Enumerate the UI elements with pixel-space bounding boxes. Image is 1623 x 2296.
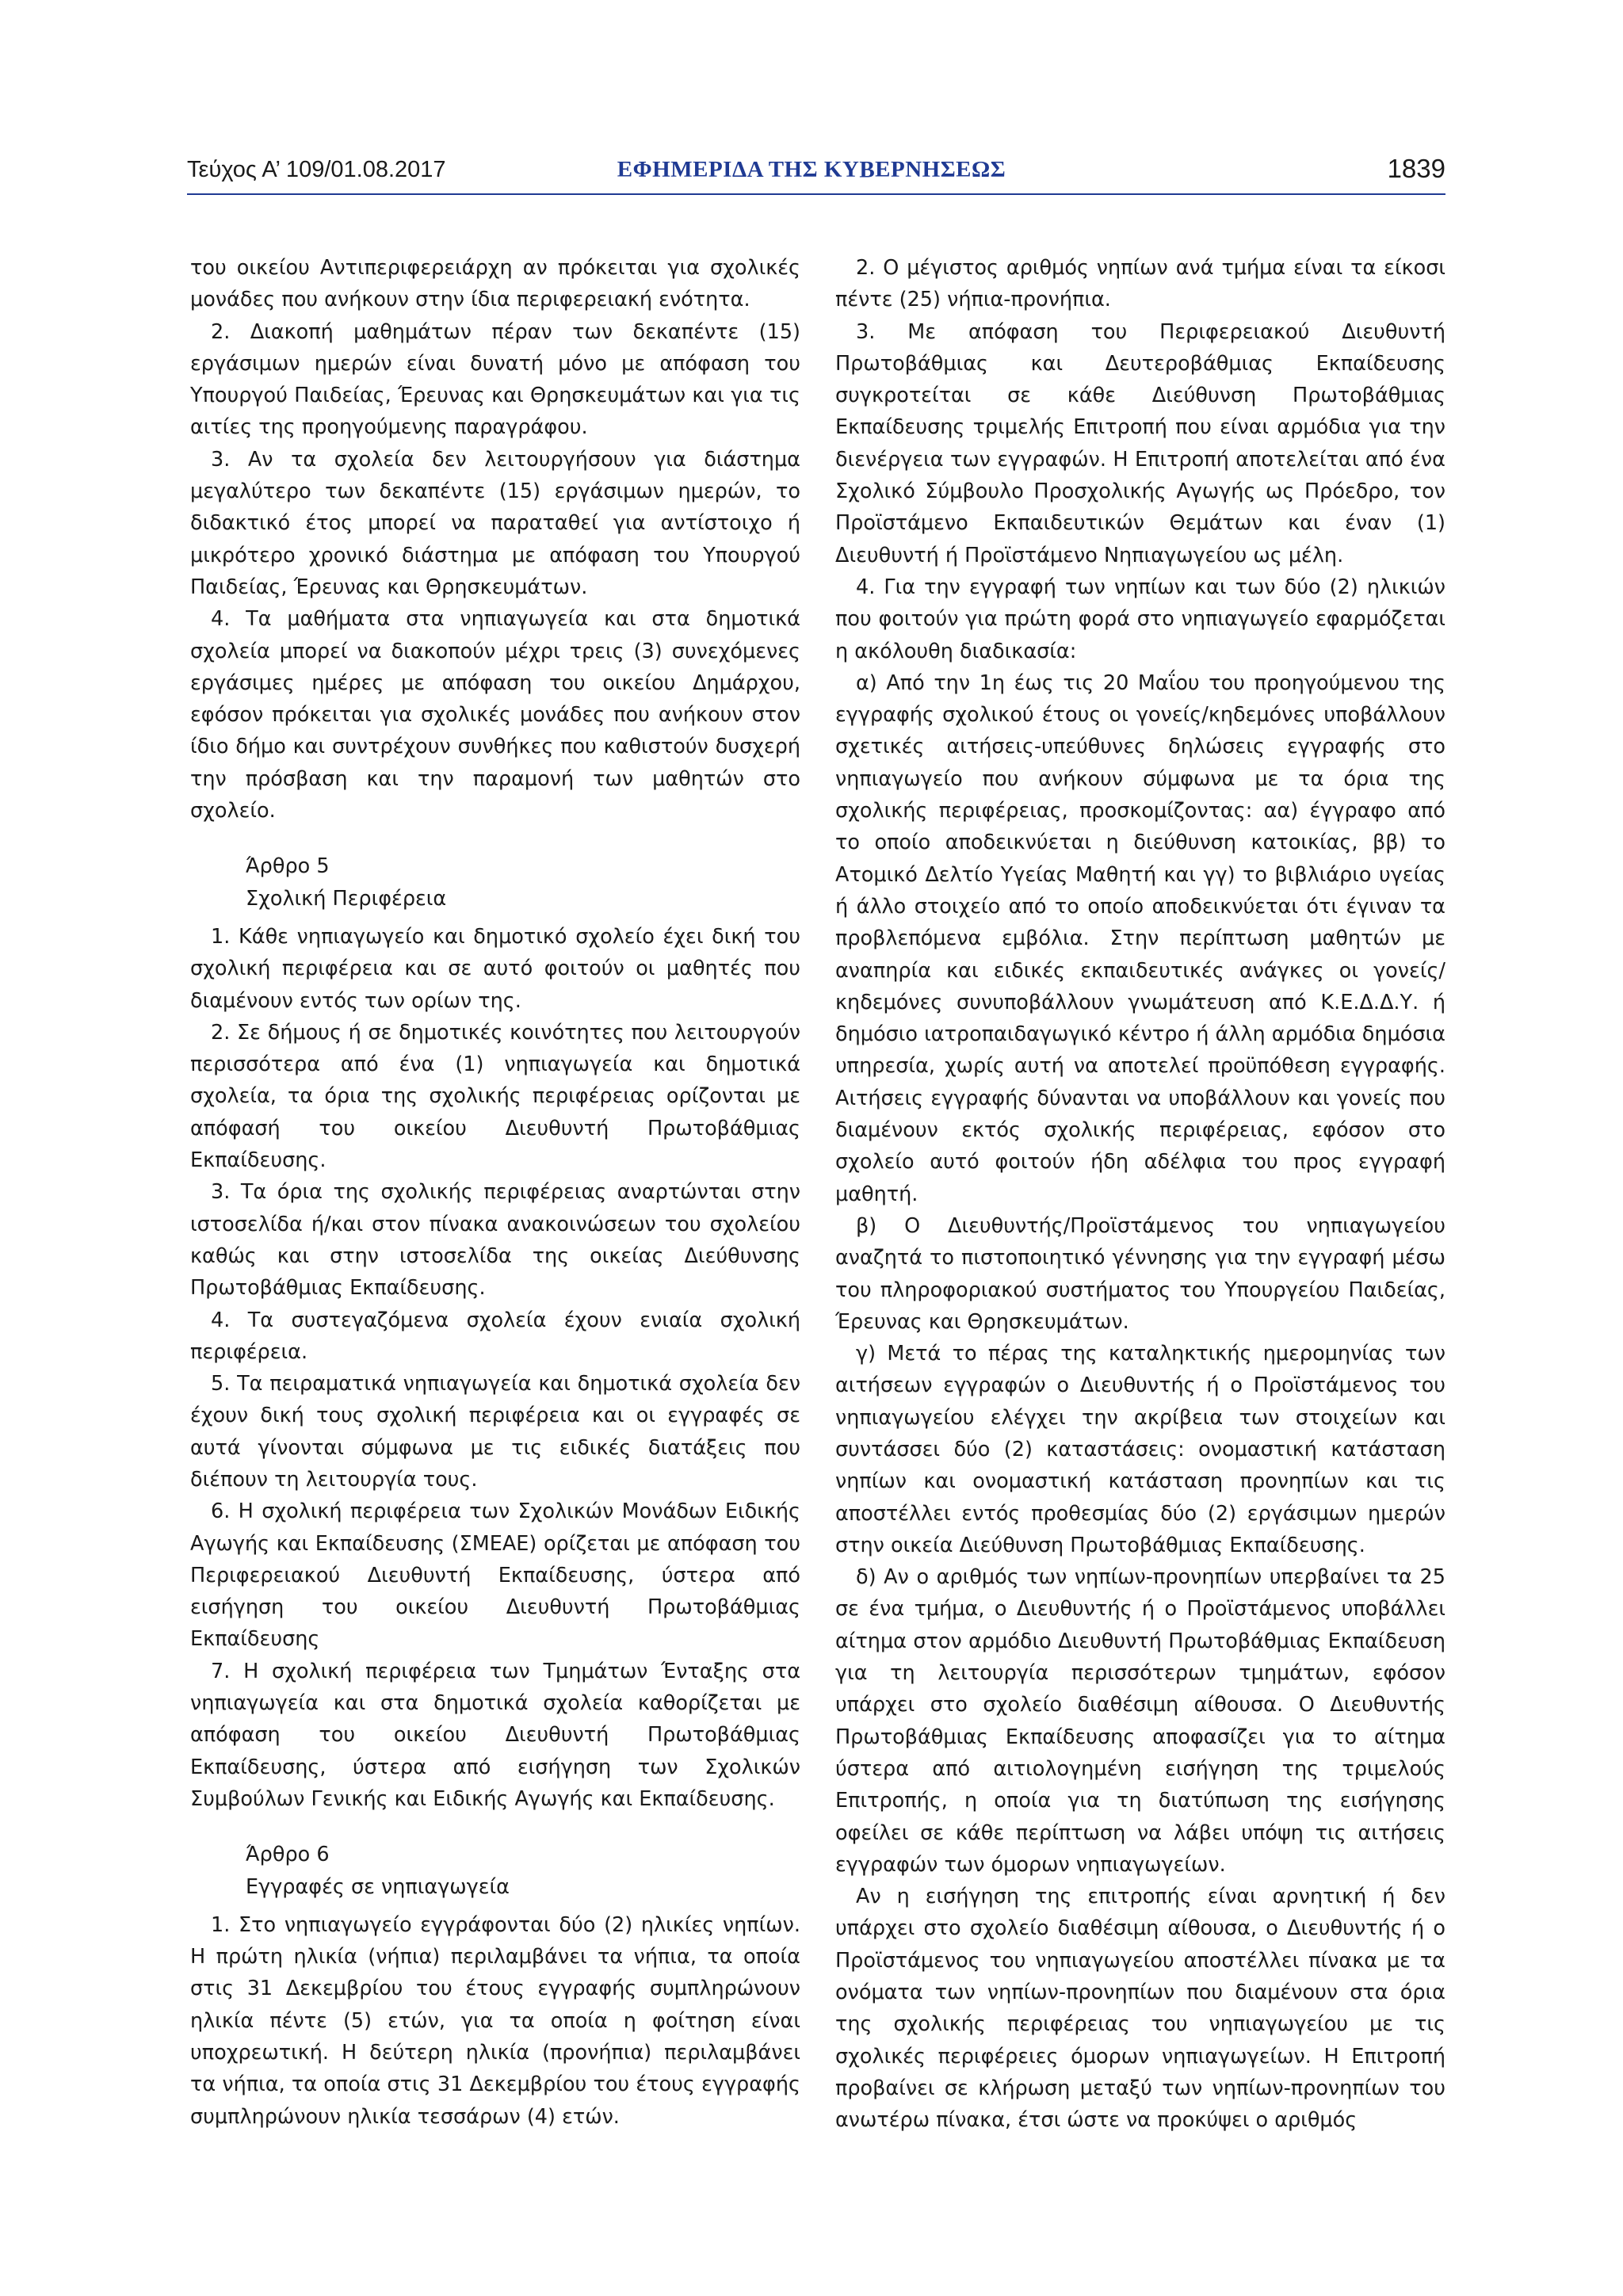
- right-column: [835, 252, 1445, 2137]
- header-rule: [187, 193, 1445, 195]
- article-heading: [190, 850, 800, 915]
- paragraph: 2. Ο μέγιστος αριθμός νηπίων ανά τμήμα είναι τα είκοσι πέντε (25) νήπια-προνήπια.: [835, 256, 1445, 312]
- paragraph: 4. Για την εγγραφή των νηπίων και των δύο (2) ηλικιών που φοιτούν για πρώτη φορά στο νηπιαγωγείο εφαρμόζεται η ακόλουθη διαδικασία:: [835, 575, 1445, 663]
- article-title: Σχολική Περιφέρεια: [246, 886, 447, 911]
- paragraph: 6. Η σχολική περιφέρεια των Σχολικών Μονάδων Ειδικής Αγωγής και Εκπαίδευσης (ΣΜΕΑΕ) ορίζεται με απόφαση του Περιφερειακού Διευθυντή Εκπαίδευσης, ύστερα από εισήγηση του οικείου Διευθυντή Πρωτοβάθμιας Εκπαίδευσης: [190, 1499, 800, 1652]
- paragraph: Αν η εισήγηση της επιτροπής είναι αρνητική ή δεν υπάρχει στο σχολείο διαθέσιμη αίθουσα, ο Διευθυντής ή ο Προϊστάμενος του νηπιαγωγείου αποστέλλει πίνακα με τα ονόματα των νηπίων-προνηπίων που διαμένουν στα όρια της σχολικής περιφέρειας του νηπιαγωγείου με τις σχολικές περιφέρειες όμορων νηπιαγωγείων. Η Επιτροπή προβαίνει σε κλήρωση μεταξύ των νηπίων-προνηπίων του ανωτέρω πίνακα, έτσι ώστε να προκύψει ο αριθμός: [835, 1885, 1445, 2133]
- paragraph: 5. Τα πειραματικά νηπιαγωγεία και δημοτικά σχολεία δεν έχουν δική τους σχολική περιφέρεια και οι εγγραφές σε αυτά γίνονται σύμφωνα με τις ειδικές διατάξεις που διέπουν τη λειτουργία τους.: [190, 1372, 800, 1492]
- paragraph: α) Από την 1η έως τις 20 Μαΐου του προηγούμενου της εγγραφής σχολικού έτους οι γονείς/κηδεμόνες υποβάλλουν σχετικές αιτήσεις-υπεύθυνες δηλώσεις εγγραφής στο νηπιαγωγείο που ανήκουν σύμφωνα με τα όρια της σχολικής περιφέρειας, προσκομίζοντας: αα) έγγραφο από το οποίο αποδεικνύεται η διεύθυνση κατοικίας, ββ) το Ατομικό Δελτίο Υγείας Μαθητή και γγ) το βιβλιάριο υγείας ή άλλο στοιχείο από το οποίο αποδεικνύεται ότι έγιναν τα προβλεπόμενα εμβόλια. Στην περίπτωση μαθητών με αναπηρία και ειδικές εκπαιδευτικές ανάγκες οι γονείς/ κηδεμόνες συνυποβάλλουν γνωμάτευση από Κ.Ε.Δ.Δ.Υ. ή δημόσιο ιατροπαιδαγωγικό κέντρο ή άλλη αρμόδια δημόσια υπηρεσία, χωρίς αυτή να αποτελεί προϋπόθεση εγγραφής. Αιτήσεις εγγραφής δύνανται να υποβάλλουν και γονείς που διαμένουν εκτός σχολικής περιφέρειας, εφόσον στο σχολείο αυτό φοιτούν ήδη αδέλφια του προς εγγραφή μαθητή.: [835, 670, 1445, 1206]
- paragraph: δ) Αν ο αριθμός των νηπίων-προνηπίων υπερβαίνει τα 25 σε ένα τμήμα, ο Διευθυντής ή ο Προϊστάμενος υποβάλλει αίτημα στον αρμόδιο Διευθυντή Πρωτοβάθμιας Εκπαίδευση για τη λειτουργία περισσότερων τμημάτων, εφόσον υπάρχει στο σχολείο διαθέσιμη αίθουσα. Ο Διευθυντής Πρωτοβάθμιας Εκπαίδευσης αποφασίζει για το αίτημα ύστερα από αιτιολογημένη εισήγηση της τριμελούς Επιτροπής, η οποία για τη διατύπωση της εισήγησης οφείλει σε κάθε περίπτωση να λάβει υπόψη τις αιτήσεις εγγραφών των όμορων νηπιαγωγείων.: [835, 1565, 1445, 1877]
- article-title: Εγγραφές σε νηπιαγωγεία: [246, 1874, 510, 1899]
- issue-reference: Τεύχος Α’ 109/01.08.2017: [187, 157, 446, 182]
- article-heading: [190, 1839, 800, 1903]
- paragraph: 1. Κάθε νηπιαγωγείο και δημοτικό σχολείο έχει δική του σχολική περιφέρεια και σε αυτό φοιτούν οι μαθητές που διαμένουν εντός των ορίων της.: [190, 924, 800, 1013]
- paragraph: του οικείου Αντιπεριφερειάρχη αν πρόκειται για σχολικές μονάδες που ανήκουν στην ίδια περιφερειακή ενότητα.: [190, 256, 800, 312]
- paragraph: 7. Η σχολική περιφέρεια των Τμημάτων Ένταξης στα νηπιαγωγεία και στα δημοτικά σχολεία καθορίζεται με απόφαση του οικείου Διευθυντή Πρωτοβάθμιας Εκπαίδευσης, ύστερα από εισήγηση των Σχολικών Συμβούλων Γενικής και Ειδικής Αγωγής και Εκπαίδευσης.: [190, 1659, 800, 1811]
- paragraph: 4. Τα συστεγαζόμενα σχολεία έχουν ενιαία σχολική περιφέρεια.: [190, 1308, 800, 1364]
- page-number: 1839: [1387, 154, 1445, 183]
- gazette-title: ΕΦΗΜΕΡΙΔΑ ΤΗΣ ΚΥΒΕΡΝΗΣΕΩΣ: [617, 157, 1006, 182]
- article-number: Άρθρο 5: [246, 854, 330, 879]
- paragraph: 1. Στο νηπιαγωγείο εγγράφονται δύο (2) ηλικίες νηπίων. Η πρώτη ηλικία (νήπια) περιλαμβάνει τα νήπια, τα οποία στις 31 Δεκεμβρίου του έτους εγγραφής συμπληρώνουν ηλικία πέντε (5) ετών, για τα οποία η φοίτηση είναι υποχρεωτική. Η δεύτερη ηλικία (προνήπια) περιλαμβάνει τα νήπια, τα οποία στις 31 Δεκεμβρίου του έτους εγγραφής συμπληρώνουν ηλικία τεσσάρων (4) ετών.: [190, 1912, 800, 2129]
- paragraph: β) Ο Διευθυντής/Προϊστάμενος του νηπιαγωγείου αναζητά το πιστοποιητικό γέννησης για την εγγραφή μέσω του πληροφοριακού συστήματος του Υπουργείου Παιδείας, Έρευνας και Θρησκευμάτων.: [835, 1213, 1445, 1334]
- paragraph: 2. Σε δήμους ή σε δημοτικές κοινότητες που λειτουργούν περισσότερα από ένα (1) νηπιαγωγεία και δημοτικά σχολεία, τα όρια της σχολικής περιφέρειας ορίζονται με απόφασή του οικείου Διευθυντή Πρωτοβάθμιας Εκπαίδευσης.: [190, 1020, 800, 1173]
- paragraph: 3. Τα όρια της σχολικής περιφέρειας αναρτώνται στην ιστοσελίδα ή/και στον πίνακα ανακοινώσεων του σχολείου καθώς και στην ιστοσελίδα της οικείας Διεύθυνσης Πρωτοβάθμιας Εκπαίδευσης.: [190, 1180, 800, 1301]
- paragraph: 4. Τα μαθήματα στα νηπιαγωγεία και στα δημοτικά σχολεία μπορεί να διακοπούν μέχρι τρεις (3) συνεχόμενες εργάσιμες ημέρες με απόφαση του οικείου Δημάρχου, εφόσον πρόκειται για σχολικές μονάδες που ανήκουν στον ίδιο δήμο και συντρέχουν συνθήκες που καθιστούν δυσχερή την πρόσβαση και την παραμονή των μαθητών στο σχολείο.: [190, 607, 800, 823]
- paragraph: γ) Μετά το πέρας της καταληκτικής ημερομηνίας των αιτήσεων εγγραφών ο Διευθυντής ή ο Προϊστάμενος του νηπιαγωγείου ελέγχει την ακρίβεια των στοιχείων και συντάσσει δύο (2) καταστάσεις: ονομαστική κατάσταση νηπίων και ονομαστική κατάσταση προνηπίων και τις αποστέλλει εντός προθεσμίας δύο (2) εργάσιμων ημερών στην οικεία Διεύθυνση Πρωτοβάθμιας Εκπαίδευσης.: [835, 1342, 1445, 1557]
- left-column: [190, 252, 800, 2133]
- paragraph: 3. Αν τα σχολεία δεν λειτουργήσουν για διάστημα μεγαλύτερο των δεκαπέντε (15) εργάσιμων ημερών, το διδακτικό έτος μπορεί να παραταθεί για αντίστοιχο ή μικρότερο χρονικό διάστημα με απόφαση του Υπουργού Παιδείας, Έρευνας και Θρησκευμάτων.: [190, 447, 800, 599]
- paragraph: 3. Με απόφαση του Περιφερειακού Διευθυντή Πρωτοβάθμιας και Δευτεροβάθμιας Εκπαίδευσης συγκροτείται σε κάθε Διεύθυνση Πρωτοβάθμιας Εκπαίδευσης τριμελής Επιτροπή που είναι αρμόδια για την διενέργεια των εγγραφών. Η Επιτροπή αποτελείται από ένα Σχολικό Σύμβουλο Προσχολικής Αγωγής ως Πρόεδρο, τον Προϊστάμενο Εκπαιδευτικών Θεμάτων και έναν (1) Διευθυντή ή Προϊστάμενο Νηπιαγωγείου ως μέλη.: [835, 319, 1445, 567]
- article-number: Άρθρο 6: [246, 1843, 330, 1867]
- paragraph: 2. Διακοπή μαθημάτων πέραν των δεκαπέντε (15) εργάσιμων ημερών είναι δυνατή μόνο με απόφαση του Υπουργού Παιδείας, Έρευνας και Θρησκευμάτων και για τις αιτίες της προηγούμενης παραγράφου.: [190, 319, 800, 440]
